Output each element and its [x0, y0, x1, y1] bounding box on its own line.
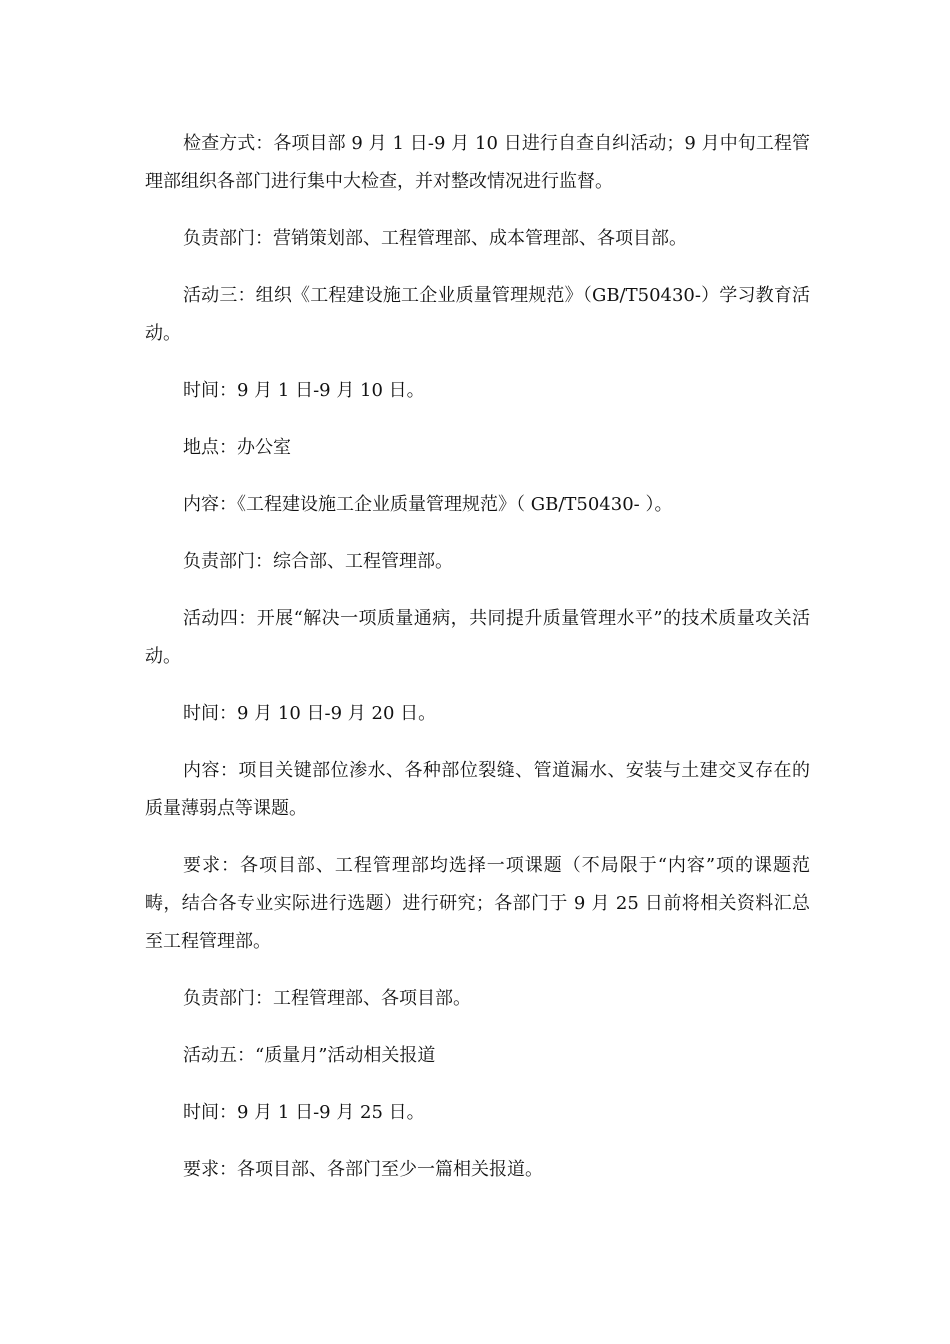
inspection-method-paragraph: 检查方式：各项目部 9 月 1 日-9 月 10 日进行自查自纠活动；9 月中旬工程管理部组织各部门进行集中大检查，并对整改情况进行监督。 — [145, 133, 810, 192]
activity-five-requirement: 要求：各项目部、各部门至少一篇相关报道。 — [183, 1159, 543, 1180]
responsible-dept-paragraph: 负责部门：营销策划部、工程管理部、成本管理部、各项目部。 — [183, 228, 687, 249]
activity-four-requirement: 要求：各项目部、工程管理部均选择一项课题（不局限于“内容”项的课题范畴，结合各专业实际进行选题）进行研究；各部门于 9 月 25 日前将相关资料汇总至工程管理部。 — [145, 855, 810, 952]
activity-four-content: 内容：项目关键部位渗水、各种部位裂缝、管道漏水、安装与土建交叉存在的质量薄弱点等课题。 — [145, 760, 810, 819]
activity-four-responsible: 负责部门：工程管理部、各项目部。 — [183, 988, 471, 1009]
activity-five-time: 时间：9 月 1 日-9 月 25 日。 — [183, 1102, 425, 1123]
activity-three-location: 地点：办公室 — [183, 437, 291, 458]
activity-four-time: 时间：9 月 10 日-9 月 20 日。 — [183, 703, 437, 724]
activity-four-heading: 活动四：开展“解决一项质量通病，共同提升质量管理水平”的技术质量攻关活动。 — [145, 608, 810, 667]
activity-three-content: 内容：《工程建设施工企业质量管理规范》（ GB/T50430- ）。 — [183, 494, 673, 515]
activity-three-time: 时间：9 月 1 日-9 月 10 日。 — [183, 380, 425, 401]
activity-three-responsible: 负责部门：综合部、工程管理部。 — [183, 551, 453, 572]
activity-three-heading: 活动三：组织《工程建设施工企业质量管理规范》（GB/T50430-）学习教育活动。 — [145, 285, 810, 344]
activity-five-heading: 活动五：“质量月”活动相关报道 — [183, 1045, 436, 1066]
document-body — [145, 125, 810, 1208]
